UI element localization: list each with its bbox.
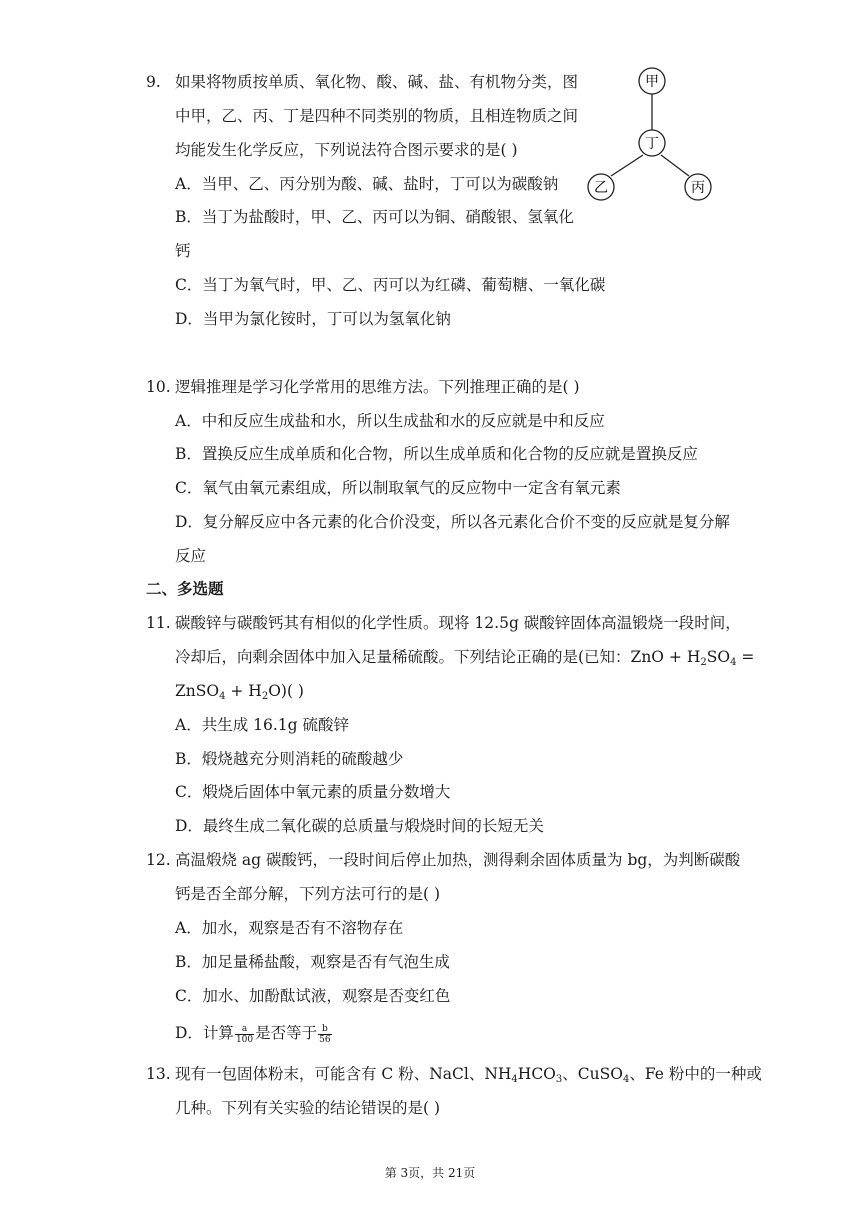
question-number: 10. xyxy=(146,378,171,396)
question-number: 11. xyxy=(146,614,171,632)
question-stem-line: 如果将物质按单质、氧化物、酸、碱、盐、有机物分类，图 xyxy=(175,73,579,91)
option-b: B．置换反应生成单质和化合物，所以生成单质和化合物的反应就是置换反应 xyxy=(175,445,698,463)
option-b-continued: 钙 xyxy=(175,242,191,260)
option-c: C．加水、加酚酞试液，观察是否变红色 xyxy=(175,987,451,1005)
node-right-label: 丙 xyxy=(691,180,705,196)
option-b: B．煅烧越充分则消耗的硫酸越少 xyxy=(175,750,404,768)
option-d: D．当甲为氯化铵时，丁可以为氢氧化钠 xyxy=(175,310,451,328)
question-number: 13. xyxy=(146,1065,171,1083)
connector-line xyxy=(661,155,689,176)
node-left-label: 乙 xyxy=(594,180,608,196)
question-stem-line: 逻辑推理是学习化学常用的思维方法。下列推理正确的是( ) xyxy=(175,378,580,396)
question-stem-line: ZnSO$_4$ + $H_2O$)( ) xyxy=(175,682,304,702)
option-c: C．当丁为氧气时，甲、乙、丙可以为红磷、葡萄糖、一氧化碳 xyxy=(175,276,606,294)
question-stem-line: 现有一包固体粉末，可能含有 C 粉、NaCl、$NH_4HCO_3$、CuSO$_4$、Fe 粉中的一种或 xyxy=(175,1065,762,1085)
connector-line xyxy=(611,155,643,176)
option-d: D．复分解反应中各元素的化合价没变，所以各元素化合价不变的反应就是复分解 xyxy=(175,513,730,531)
question-stem-line: 高温煅烧 ag 碳酸钙，一段时间后停止加热，测得剩余固体质量为 bg，为判断碳酸 xyxy=(175,851,741,869)
option-a: A．加水，观察是否有不溶物存在 xyxy=(175,919,404,937)
question-number: 9. xyxy=(146,73,161,91)
question-stem-line: 碳酸锌与碳酸钙其有相似的化学性质。现将 12.5g 碳酸锌固体高温锻烧一段时间， xyxy=(175,614,741,632)
node-top-label: 甲 xyxy=(645,74,659,90)
option-a: A．当甲、乙、丙分别为酸、碱、盐时，丁可以为碳酸钠 xyxy=(175,175,559,193)
question-stem-line: 冷却后，向剩余固体中加入足量稀硫酸。下列结论正确的是(已知：ZnO + $H_2SO_4$ = xyxy=(175,648,755,668)
question-stem-line: 中甲，乙、丙、丁是四种不同类别的物质，且相连物质之间 xyxy=(175,107,579,125)
option-b: B．当丁为盐酸时，甲、乙、丙可以为铜、硝酸银、氢氧化 xyxy=(175,208,574,226)
question-number: 12. xyxy=(146,851,171,869)
page-footer: 第 3页，共 21页 xyxy=(384,1166,476,1180)
option-d-continued: 反应 xyxy=(175,547,207,565)
fraction: $\frac{b}{56}$ xyxy=(319,1023,331,1045)
option-a: A．共生成 16.1g 硫酸锌 xyxy=(175,716,349,734)
question-stem-line: 钙是否全部分解，下列方法可行的是( ) xyxy=(175,885,441,903)
option-c: C．煅烧后固体中氧元素的质量分数增大 xyxy=(175,783,451,801)
option-b: B．加足量稀盐酸，观察是否有气泡生成 xyxy=(175,953,450,971)
node-center-label: 丁 xyxy=(645,136,659,152)
section-heading: 二、多选题 xyxy=(146,580,224,598)
option-d: D．最终生成二氧化碳的总质量与煅烧时间的长短无关 xyxy=(175,817,544,835)
option-a: A．中和反应生成盐和水，所以生成盐和水的反应就是中和反应 xyxy=(175,412,605,430)
fraction: $\frac{a}{100}$ xyxy=(235,1023,254,1045)
option-c: C．氧气由氧元素组成，所以制取氧气的反应物中一定含有氧元素 xyxy=(175,479,621,497)
question-stem-line: 均能发生化学反应，下列说法符合图示要求的是( ) xyxy=(175,141,518,159)
question-stem-line: 几种。下列有关实验的结论错误的是( ) xyxy=(175,1099,441,1117)
option-d: D．计算 $\frac{a}{100}$ 是否等于 $\frac{b}{56}$ xyxy=(175,1023,331,1045)
reaction-diagram xyxy=(585,62,725,207)
